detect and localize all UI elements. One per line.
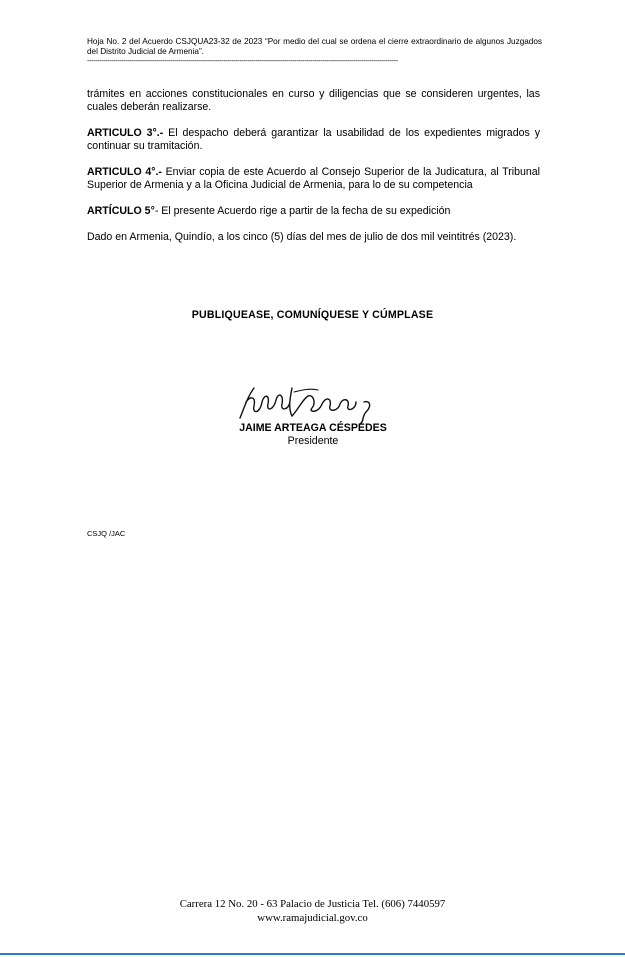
- signer-name: JAIME ARTEAGA CÉSPEDES: [239, 422, 387, 434]
- article-5-label: ARTÍCULO 5°: [87, 205, 155, 217]
- document-body: [87, 88, 540, 257]
- publique-heading: PUBLIQUEASE, COMUNÍQUESE Y CÚMPLASE: [191, 309, 434, 321]
- article-5: [87, 205, 540, 218]
- page-footer: [0, 897, 625, 925]
- article-4: [87, 166, 540, 192]
- bottom-accent-line: [0, 953, 625, 955]
- article-3: [87, 127, 540, 153]
- signature-image: [232, 380, 382, 424]
- initials: CSJQ /JAC: [87, 529, 126, 538]
- header-rule: ---------------------------------------------------------------------------------------------------------------------------------------------------------: [87, 58, 398, 65]
- article-4-label: ARTICULO 4°.-: [87, 166, 162, 178]
- page-header: Hoja No. 2 del Acuerdo CSJQUA23-32 de 2023 “Por medio del cual se ordena el cierre extraordinario de algunos Juzgados del Distrito Judicial de Armenia”.: [87, 37, 542, 56]
- paragraph-tramites: trámites en acciones constitucionales en curso y diligencias que se consideren urgentes, las cuales deberán realizarse.: [87, 88, 540, 113]
- article-5-text: - El presente Acuerdo rige a partir de la fecha de su expedición: [154, 205, 451, 217]
- footer-website: www.ramajudicial.gov.co: [257, 912, 368, 924]
- signer-role: Presidente: [287, 435, 339, 447]
- article-3-text: El despacho deberá garantizar la usabilidad de los expedientes migrados y continuar su tramitación.: [87, 127, 540, 152]
- article-4-text: Enviar copia de este Acuerdo al Consejo Superior de la Judicatura, al Tribunal Superior de Armenia y a la Oficina Judicial de Armenia, para lo de su competencia: [87, 166, 540, 191]
- article-3-label: ARTICULO 3°.-: [87, 127, 164, 139]
- footer-address: Carrera 12 No. 20 - 63 Palacio de Justicia Tel. (606) 7440597: [179, 898, 446, 910]
- paragraph-dado: Dado en Armenia, Quindío, a los cinco (5) días del mes de julio de dos mil veintitrés (2023).: [87, 231, 517, 243]
